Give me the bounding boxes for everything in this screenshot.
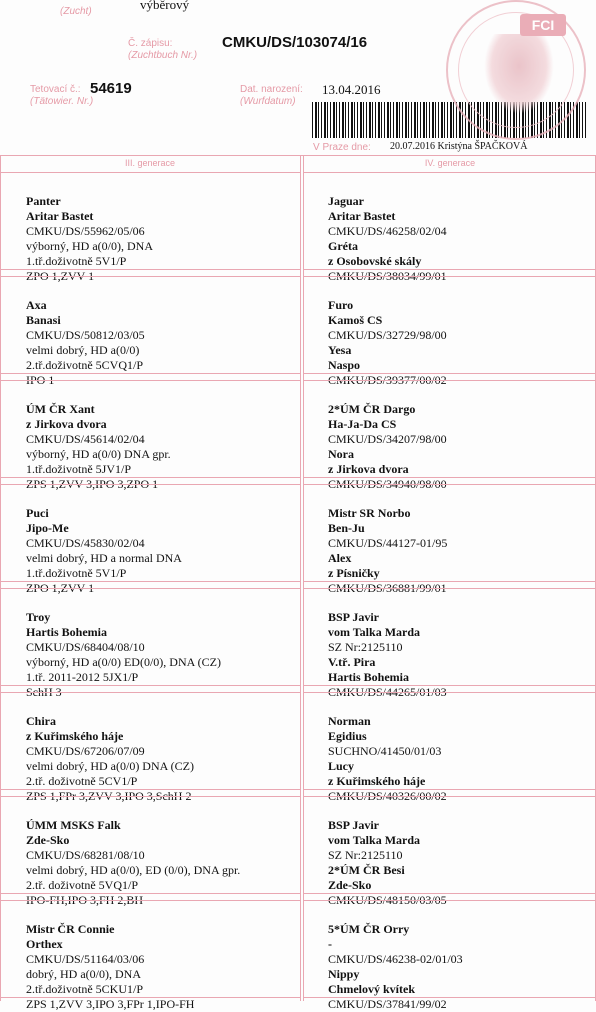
gen3-dog-cell [26,298,296,388]
dog-name-line: Mistr ČR Connie [26,922,115,936]
dog-name-line: V.tř. Pira [328,655,376,669]
dog-info-line: CMKU/DS/45614/02/04 [26,432,145,446]
dog-info-line: výborný, HD a(0/0) DNA gpr. [26,447,171,461]
dog-name-line: vom Talka Marda [328,625,421,639]
gen4-dog-cell [328,194,590,284]
dog-info-line: SZ Nr:2125110 [328,640,403,654]
zapis-label-de: (Zuchtbuch Nr.) [128,50,198,61]
zapis-value: CMKU/DS/103074/16 [222,34,368,51]
zapis-label-cz: Č. zápisu: [128,38,173,49]
dog-info-line: CMKU/DS/34940/98/00 [328,477,447,491]
dog-info-line: ZPS 1,ZVV 3,IPO 3,FPr 1,IPO-FH [26,997,195,1011]
gen3-dog-cell [26,506,296,596]
dog-info-line: SZ Nr:2125110 [328,848,403,862]
narozeni-label [240,84,303,108]
gen4-dog-cell [328,298,590,388]
dog-info-line: ZPO 1,ZVV 1 [26,581,95,595]
gen3-dog-cell [26,610,296,700]
gen3-dog-cell [26,818,296,908]
dog-name-line: z Osobovské skály [328,254,422,268]
fci-stamp [446,0,586,140]
dog-info-line: CMKU/DS/46258/02/04 [328,224,447,238]
gen3-dog-cell [26,922,296,1012]
dog-name-line: Jipo-Me [26,521,69,535]
dog-name-line: Furo [328,298,354,312]
column-header-gen4: IV. generace [424,158,476,168]
dog-name-line: Egidius [328,729,367,743]
fci-logo: FCI [520,14,566,36]
tetovaci-label-de: (Tätowier. Nr.) [30,96,94,107]
grade-value: výběrový [140,0,190,12]
dog-info-line: ZPO 1,ZVV 1 [26,269,95,283]
dog-name-line: Norman [328,714,371,728]
gen4-dog-cell [328,610,590,700]
dog-info-line: CMKU/DS/67206/07/09 [26,744,145,758]
dog-name-line: z Písničky [328,566,380,580]
gen4-dog-cell [328,922,590,1012]
dog-name-line: Jaguar [328,194,364,208]
dog-name-line: Alex [328,551,352,565]
dog-info-line: dobrý, HD a(0/0), DNA [26,967,141,981]
dog-name-line: z Jirkova dvora [26,417,107,431]
dog-name-line: Orthex [26,937,63,951]
dog-name-line: z Kuřimského háje [26,729,124,743]
dog-name-line: z Kuřimského háje [328,774,426,788]
dog-name-line: 2*ÚM ČR Dargo [328,402,416,416]
dog-name-line: Chira [26,714,56,728]
dog-info-line: CMKU/DS/37841/99/02 [328,997,447,1011]
tetovaci-value: 54619 [90,80,132,97]
dog-name-line: Naspo [328,358,361,372]
dog-info-line: IPO 1 [26,373,55,387]
gen4-dog-cell [328,506,590,596]
dog-info-line: CMKU/DS/46238-02/01/03 [328,952,463,966]
gen4-dog-cell [328,402,590,492]
dog-name-line: - [328,937,332,951]
dog-info-line: velmi dobrý, HD a(0/0), ED (0/0), DNA gpr. [26,863,241,877]
dog-emblem-icon [484,34,554,114]
pedigree-grid [0,155,596,1011]
dog-info-line: CMKU/DS/32729/98/00 [328,328,447,342]
zapis-label [128,38,197,62]
gen4-dog-cell [328,818,590,908]
dog-info-line: CMKU/DS/50812/03/05 [26,328,145,342]
dog-name-line: Nora [328,447,354,461]
dog-info-line: CMKU/DS/68281/08/10 [26,848,145,862]
dog-name-line: Lucy [328,759,355,773]
dog-name-line: Hartis Bohemia [26,625,107,639]
dog-info-line: SUCHNO/41450/01/03 [328,744,442,758]
dog-info-line: CMKU/DS/38034/99/01 [328,269,447,283]
dog-name-line: Gréta [328,239,358,253]
dog-info-line: IPO-FH,IPO 3,FH 2,BH [26,893,144,907]
dog-name-line: Axa [26,298,47,312]
dog-name-line: Puci [26,506,49,520]
dog-info-line: CMKU/DS/45830/02/04 [26,536,145,550]
dog-info-line: CMKU/DS/36881/99/01 [328,581,447,595]
dog-info-line: CMKU/DS/44265/01/03 [328,685,447,699]
dog-info-line: velmi dobrý, HD a(0/0) DNA (CZ) [26,759,194,773]
dog-name-line: ÚM ČR Xant [26,402,95,416]
dog-info-line: CMKU/DS/44127-01/95 [328,536,448,550]
gen3-dog-cell [26,194,296,284]
dog-info-line: CMKU/DS/40326/00/02 [328,789,447,803]
narozeni-value: 13.04.2016 [322,82,381,97]
dog-name-line: ÚMM MSKS Falk [26,818,121,832]
dog-name-line: Aritar Bastet [26,209,94,223]
dog-info-line: 1.tř.doživotně 5JV1/P [26,462,131,476]
narozeni-label-cz: Dat. narození: [240,84,303,95]
dog-name-line: Ben-Ju [328,521,365,535]
dog-name-line: Mistr SR Norbo [328,506,411,520]
column-header-gen3: III. generace [124,158,176,168]
praha-value: 20.07.2016 Kristýna ŠPAČKOVÁ [390,141,528,152]
dog-name-line: 5*ÚM ČR Orry [328,922,410,936]
dog-info-line: CMKU/DS/55962/05/06 [26,224,145,238]
gen4-dog-cell [328,714,590,804]
dog-info-line: CMKU/DS/68404/08/10 [26,640,145,654]
dog-name-line: Ha-Ja-Da CS [328,417,397,431]
dog-info-line: 1.tř.doživotně 5V1/P [26,254,127,268]
dog-info-line: velmi dobrý, HD a(0/0) [26,343,140,357]
dog-info-line: výborný, HD a(0/0), DNA [26,239,153,253]
dog-name-line: Yesa [328,343,352,357]
tetovaci-label-cz: Tetovací č.: [30,84,81,95]
dog-info-line: ZPS 1,ZVV 3,IPO 3,ZPO 1 [26,477,159,491]
dog-name-line: Hartis Bohemia [328,670,409,684]
dog-name-line: 2*ÚM ČR Besi [328,863,405,877]
tetovaci-label [30,84,93,108]
dog-name-line: z Jirkova dvora [328,462,409,476]
dog-info-line: CMKU/DS/51164/03/06 [26,952,145,966]
dog-info-line: 2.tř. doživotně 5VQ1/P [26,878,138,892]
dog-name-line: Zde-Sko [328,878,372,892]
narozeni-label-de: (Wurfdatum) [240,96,296,107]
dog-info-line: výborný, HD a(0/0) ED(0/0), DNA (CZ) [26,655,221,669]
praha-label: V Praze dne: [313,142,371,153]
dog-info-line: CMKU/DS/34207/98/00 [328,432,447,446]
dog-name-line: Nippy [328,967,360,981]
dog-name-line: vom Talka Marda [328,833,421,847]
dog-name-line: Troy [26,610,51,624]
dog-info-line: velmi dobrý, HD a normal DNA [26,551,182,565]
dog-info-line: CMKU/DS/48150/03/05 [328,893,447,907]
dog-info-line: 2.tř.doživotně 5CVQ1/P [26,358,143,372]
dog-info-line: 1.tř. 2011-2012 5JX1/P [26,670,139,684]
dog-name-line: Zde-Sko [26,833,70,847]
gen3-dog-cell [26,714,296,804]
dog-info-line: ZPS 1,FPr 3,ZVV 3,IPO 3,SchH 2 [26,789,192,803]
dog-info-line: 1.tř.doživotně 5V1/P [26,566,127,580]
dog-name-line: Chmelový kvítek [328,982,415,996]
gen3-dog-cell [26,402,296,492]
dog-name-line: Aritar Bastet [328,209,396,223]
dog-name-line: BSP Javir [328,610,380,624]
dog-name-line: BSP Javir [328,818,380,832]
dog-info-line: 2.tř. doživotně 5CV1/P [26,774,138,788]
dog-info-line: 2.tř.doživotně 5CKU1/P [26,982,143,996]
dog-name-line: Kamoš CS [328,313,383,327]
dog-info-line: SchH 3 [26,685,62,699]
zucht-label: (Zucht) [60,6,92,17]
dog-name-line: Panter [26,194,61,208]
dog-info-line: CMKU/DS/39377/00/02 [328,373,447,387]
dog-name-line: Banasi [26,313,61,327]
